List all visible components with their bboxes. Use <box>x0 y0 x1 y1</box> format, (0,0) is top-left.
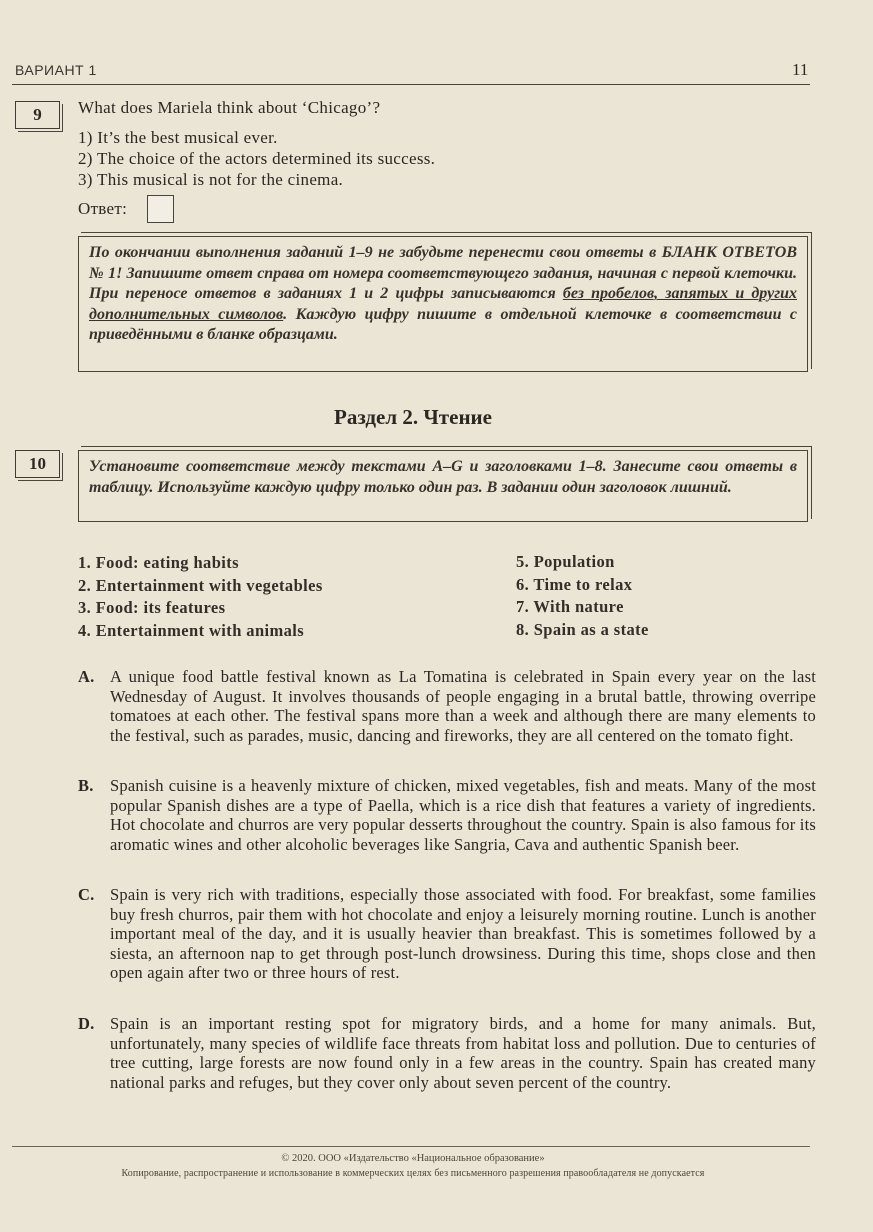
answer-label: Ответ: <box>78 199 128 218</box>
task9-option-3: 3) This musical is not for the cinema. <box>78 170 344 189</box>
task9-option-2: 2) The choice of the actors determined its success. <box>78 149 436 168</box>
heading-option-1: 1. Food: eating habits <box>78 553 239 572</box>
text-b-letter: B. <box>78 776 94 795</box>
text-d <box>78 1014 816 1092</box>
header-divider <box>12 84 810 85</box>
heading-option-6: 6. Time to relax <box>516 575 633 594</box>
instruction-text-2: . Каждую цифру пишите в отдельной клеточке в соответствии с приведёнными в бланке образцами. <box>89 305 797 343</box>
footer-notice: Копирование, распространение и использование в коммерческих целях без письменного разрешения правообладателя не допускается <box>121 1168 705 1179</box>
text-a-body: A unique food battle festival known as La Tomatina is celebrated in Spain every year on the last Wednesday of August. It involves thousands of people engaging in a brutal battle, throwing overripe tomatoes at each other. The festival spans more than a week and although there are many elements to the festival, such as parades, music, dancing and fireworks, they are all centered on the tomato fight. <box>110 667 816 745</box>
task9-question: What does Mariela think about ‘Chicago’? <box>78 98 381 117</box>
heading-option-3: 3. Food: its features <box>78 598 226 617</box>
page-number: 11 <box>792 60 809 79</box>
heading-option-4: 4. Entertainment with animals <box>78 621 305 640</box>
text-d-letter: D. <box>78 1014 95 1033</box>
task9-option-1: 1) It’s the best musical ever. <box>78 128 278 147</box>
variant-label: ВАРИАНТ 1 <box>15 62 97 78</box>
text-c-letter: C. <box>78 885 95 904</box>
text-c <box>78 885 816 983</box>
instruction-box <box>78 236 808 372</box>
answer-box[interactable] <box>147 195 174 223</box>
task-number-9: 9 <box>15 101 60 129</box>
text-a <box>78 667 816 745</box>
instruction-underlined: без пробелов, запятых и других дополнительных символов <box>89 285 798 323</box>
footer-divider <box>12 1146 810 1147</box>
text-d-body: Spain is an important resting spot for migratory birds, and a home for many animals. But, unfortunately, many species of wildlife face threats from habitat loss and pollution. Due to centuries of tree cutting, large forests are now found only in a few areas in the country. Spain has created many national parks and refuges, but they cover only about seven percent of the country. <box>110 1014 816 1092</box>
text-a-letter: A. <box>78 667 95 686</box>
section-title: Раздел 2. Чтение <box>334 405 492 429</box>
text-c-body: Spain is very rich with traditions, especially those associated with food. For breakfast, some families buy fresh churros, pair them with hot chocolate and enjoy a leisurely morning routine. Lunch is another important meal of the day, and it is usually heavier than breakfast. This is sometimes followed by a siesta, an afternoon nap to get through post-lunch drowsiness. During this time, shops close and then open again after two or three hours of rest. <box>110 885 816 983</box>
task-number-10: 10 <box>15 450 60 478</box>
heading-option-8: 8. Spain as a state <box>516 620 649 639</box>
heading-option-7: 7. With nature <box>516 597 624 616</box>
footer-copyright: © 2020. ООО «Издательство «Национальное образование» <box>281 1153 545 1164</box>
text-b <box>78 776 816 854</box>
task10-instruction: Установите соответствие между текстами A–G и заголовками 1–8. Занесите свои ответы в таблицу. Используйте каждую цифру только один раз. В задании один заголовок лишний. <box>78 450 808 522</box>
text-b-body: Spanish cuisine is a heavenly mixture of chicken, mixed vegetables, fish and meats. Many of the most popular Spanish dishes are a type of Paella, which is a rice dish that features a variety of ingredients. Hot chocolate and churros are very popular desserts throughout the country. Spain is also famous for its aromatic wines and other alcoholic beverages like Sangria, Cava and authentic Spanish beer. <box>110 776 816 854</box>
instruction-text-1: По окончании выполнения заданий 1–9 не забудьте перенести свои ответы в БЛАНК ОТВЕТОВ № 1! Запишите ответ справа от номера соответствующего задания, начиная с первой клеточки. При переносе ответов в заданиях 1 и 2 цифры записываются <box>89 244 797 302</box>
heading-option-2: 2. Entertainment with vegetables <box>78 576 323 595</box>
heading-option-5: 5. Population <box>516 552 615 571</box>
